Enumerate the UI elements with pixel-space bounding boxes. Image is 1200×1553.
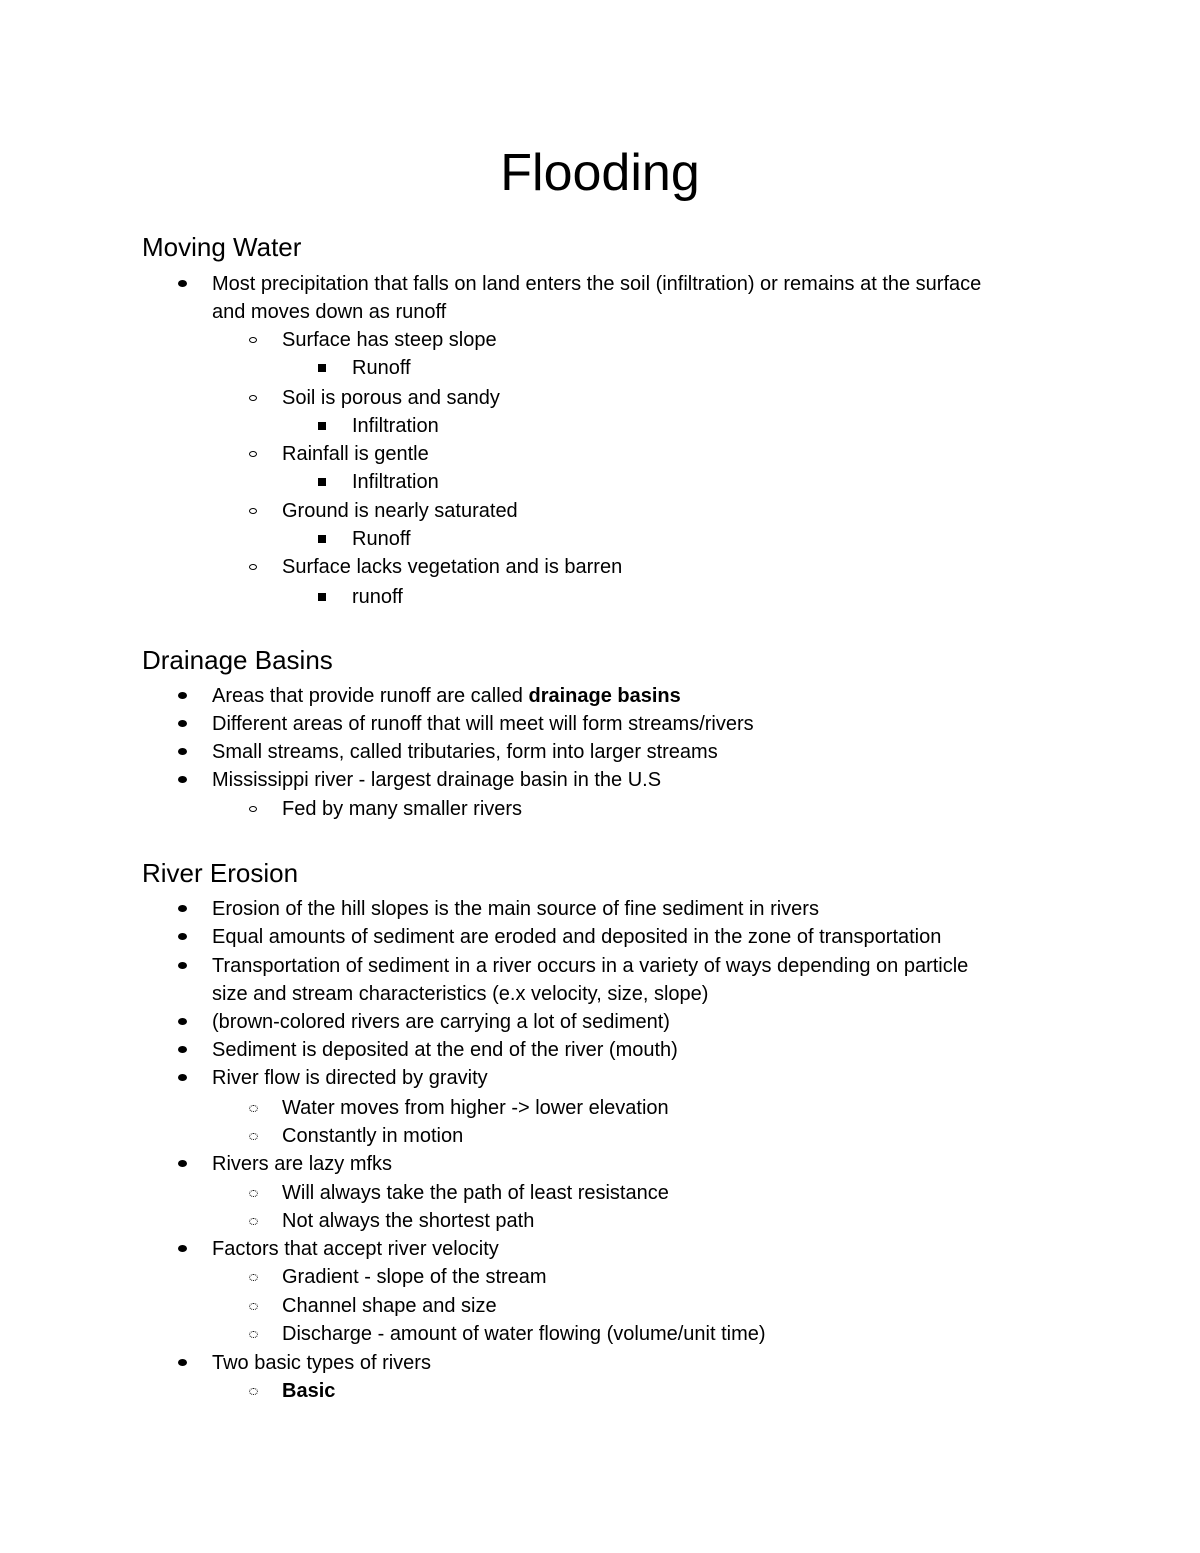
dotted-circle-bullet-icon <box>249 1303 258 1310</box>
dotted-circle-bullet-icon <box>249 1274 258 1281</box>
filled-circle-bullet-icon <box>178 1018 187 1025</box>
filled-circle-bullet-icon <box>178 720 187 727</box>
hollow-circle-bullet-icon <box>249 451 257 457</box>
square-bullet-icon <box>318 535 326 543</box>
filled-circle-bullet-icon <box>178 1160 187 1167</box>
filled-circle-bullet-icon <box>178 1245 187 1252</box>
filled-circle-bullet-icon <box>178 776 187 783</box>
bold-term: drainage basins <box>528 685 681 707</box>
heading-moving-water: Moving Water <box>142 232 302 262</box>
document-page: Flooding Moving Water Most precipitation that falls on land enters the soil (infiltration) or remains at the surface and moves down as runoff Surface has steep slope Runoff Soil is porous and sandy Infiltration Rainfall is gentle Infiltration Ground is nearly saturated Runoff Surface lacks vegetation and is barren runoff Drainage Basins Areas that provide runoff are called drainage basins Different areas of runoff that will meet will form streams/rivers Small streams, called tributaries, form into larger streams Mississippi river - largest drainage basin in the U.S Fed by many smaller rivers River Erosion Erosion of the hill slopes is the main source of fine sediment in rivers Equal amounts of sediment are eroded and deposited in the zone of transportation Transportation of sediment in a river occurs in a variety of ways depending on particle size and stream characteristics (e.x velocity, size, slope) (brown-colored rivers are carrying a lot of sediment) Sediment is deposited at the end of the river (mouth) River flow is directed by gravity Water moves from higher -> lower elevation Constantly in motion Rivers are lazy mfks Will always take the path of least resistance Not always the shortest path Factors that accept river velocity Gradient - slope of the stream Channel shape and size Discharge - amount of water flowing (volume/unit time) Two basic types of rivers Basic <box>0 0 1200 1553</box>
filled-circle-bullet-icon <box>178 748 187 755</box>
heading-drainage-basins: Drainage Basins <box>142 645 333 675</box>
filled-circle-bullet-icon <box>178 933 187 940</box>
square-bullet-icon <box>318 478 326 486</box>
filled-circle-bullet-icon <box>178 1074 187 1081</box>
square-bullet-icon <box>318 593 326 601</box>
dotted-circle-bullet-icon <box>249 1218 258 1225</box>
filled-circle-bullet-icon <box>178 905 187 912</box>
filled-circle-bullet-icon <box>178 1046 187 1053</box>
hollow-circle-bullet-icon <box>249 564 257 570</box>
filled-circle-bullet-icon <box>178 962 187 969</box>
dotted-circle-bullet-icon <box>249 1133 258 1140</box>
dotted-circle-bullet-icon <box>249 1331 258 1338</box>
filled-circle-bullet-icon <box>178 280 187 287</box>
square-bullet-icon <box>318 364 326 372</box>
square-bullet-icon <box>318 422 326 430</box>
dotted-circle-bullet-icon <box>249 1388 258 1395</box>
hollow-circle-bullet-icon <box>249 337 257 343</box>
hollow-circle-bullet-icon <box>249 508 257 514</box>
filled-circle-bullet-icon <box>178 1359 187 1366</box>
bold-term: Basic <box>282 1380 336 1402</box>
page-title: Flooding <box>500 144 700 202</box>
hollow-circle-bullet-icon <box>249 806 257 812</box>
hollow-circle-bullet-icon <box>249 395 257 401</box>
dotted-circle-bullet-icon <box>249 1105 258 1112</box>
filled-circle-bullet-icon <box>178 692 187 699</box>
dotted-circle-bullet-icon <box>249 1190 258 1197</box>
heading-river-erosion: River Erosion <box>142 858 299 888</box>
